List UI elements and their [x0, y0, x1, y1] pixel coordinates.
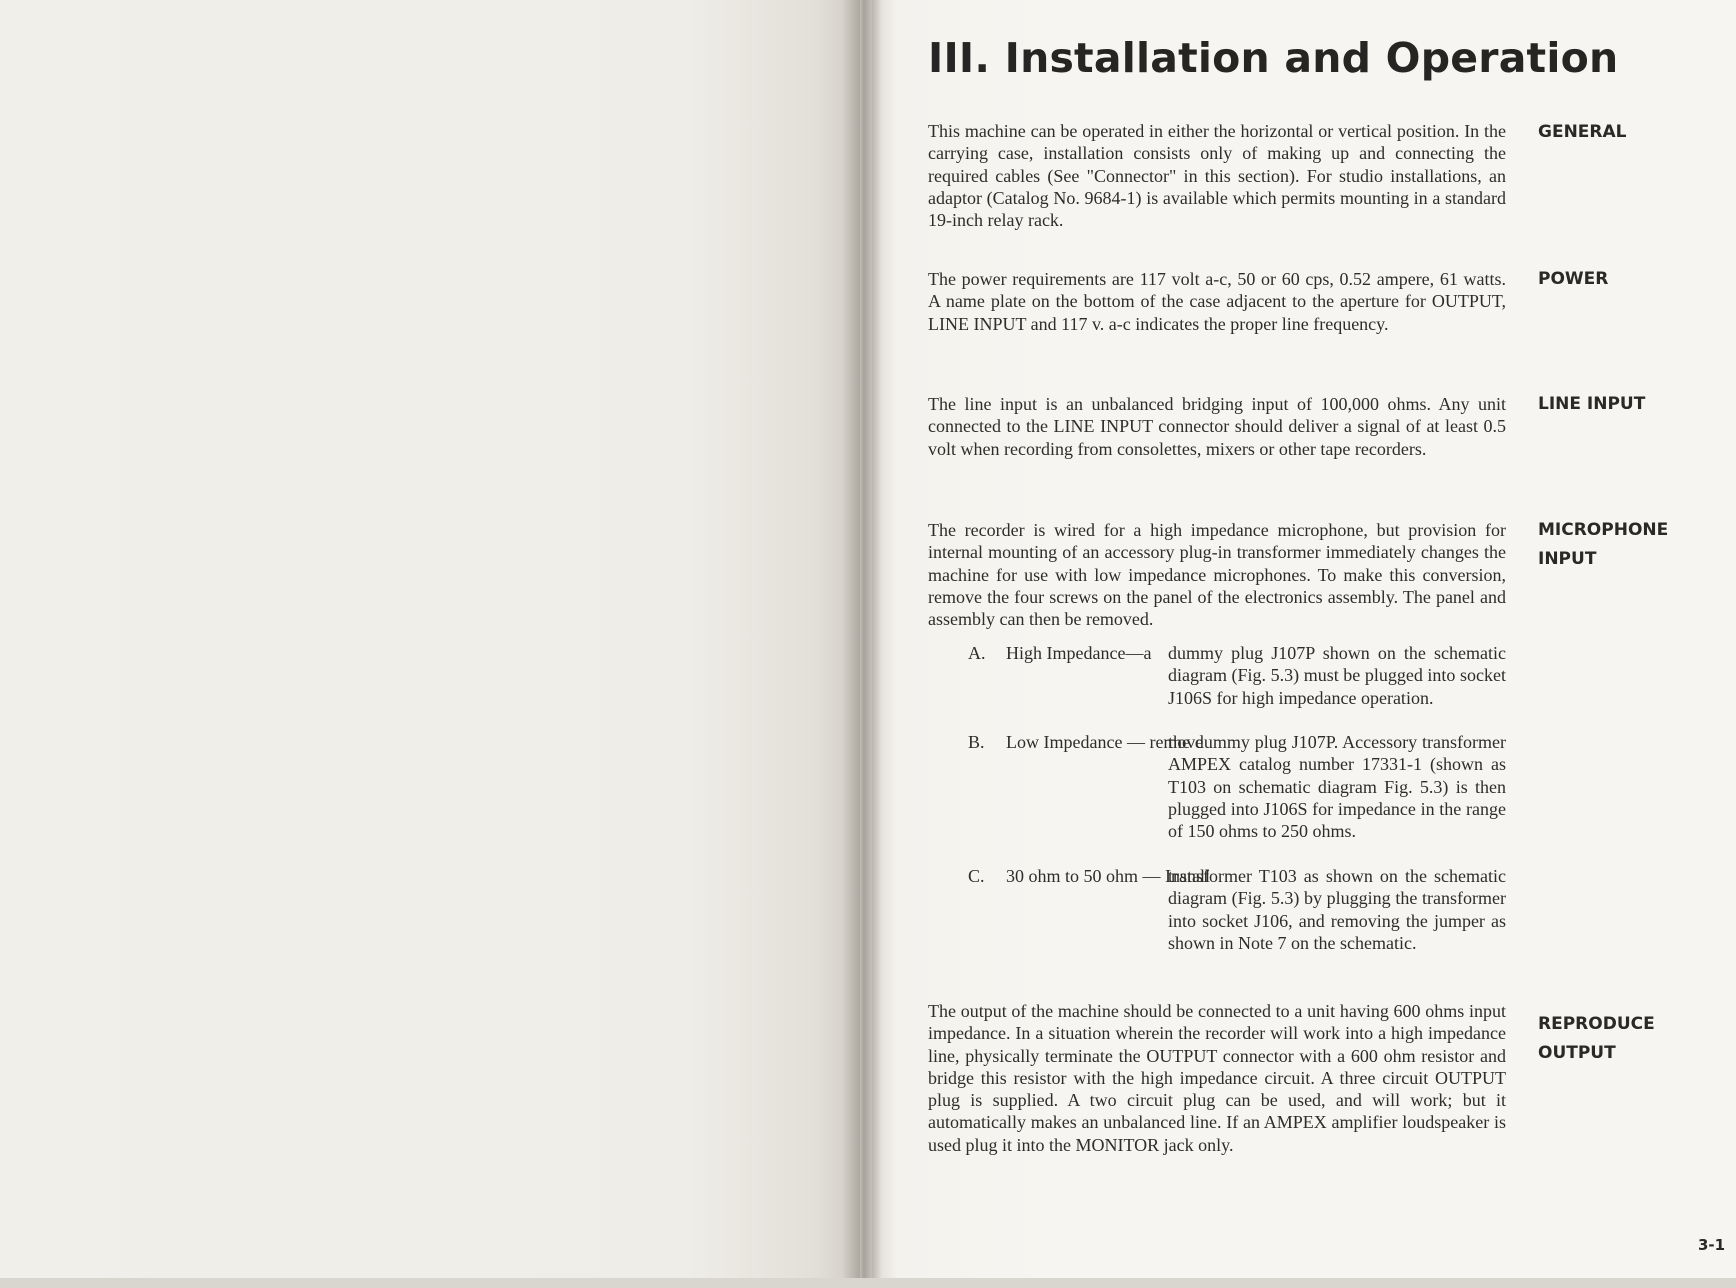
- side-heading-line: MICROPHONE: [1538, 520, 1669, 540]
- list-item-letter: B.: [968, 732, 985, 752]
- list-item-body: [1168, 865, 1506, 954]
- line-input-side-heading: [1538, 390, 1645, 419]
- list-item-body: [1168, 731, 1506, 842]
- reproduce-output-paragraph: The output of the machine should be connected to a unit having 600 ohms input impedance. In a situation wherein the recorder will work into a high impedance line, physically terminate the OUTPUT connector with a 600 ohm resistor and bridge this resistor with the high impedance circuit. A three circuit OUTPUT plug is supplied. A two circuit plug can be used, and will work; but it automatically makes an unbalanced line. If an AMPEX amplifier loudspeaker is used plug it into the MONITOR jack only.: [928, 1001, 1506, 1155]
- list-item-head: 30 ohm to 50 ohm — Install: [1006, 866, 1210, 886]
- list-item-body-text: dummy plug J107P shown on the schematic diagram (Fig. 5.3) must be plugged into socket J106S for high impedance operation.: [1168, 643, 1506, 708]
- list-item-a: [928, 642, 1506, 709]
- side-heading-line: REPRODUCE: [1538, 1014, 1655, 1034]
- list-item-body-text: the dummy plug J107P. Accessory transformer AMPEX catalog number 17331-1 (shown as T103 on schematic diagram Fig. 5.3) is then plugged into J106S for impedance in the range of 150 ohms to 250 ohms.: [1168, 732, 1506, 842]
- reproduce-output-side-heading: [1538, 1010, 1655, 1068]
- line-input-paragraph: The line input is an unbalanced bridging input of 100,000 ohms. Any unit connected to the LINE INPUT connector should deliver a signal of at least 0.5 volt when recording from consolettes, mixers or other tape recorders.: [928, 394, 1506, 459]
- list-item-b: [928, 731, 1506, 842]
- list-item-c: [928, 865, 1506, 954]
- power-side-heading: [1538, 265, 1608, 294]
- general-paragraph: This machine can be operated in either the horizontal or vertical position. In the carrying case, installation consists only of making up and connecting the required cables (See "Connector" in this section). For studio installations, an adaptor (Catalog No. 9684-1) is available which permits mounting in a standard 19-inch relay rack.: [928, 121, 1506, 231]
- page-number: 3-1: [1698, 1236, 1726, 1254]
- side-heading-line: OUTPUT: [1538, 1043, 1616, 1063]
- list-item-head: Low Impedance — remove: [1006, 732, 1204, 752]
- list-item-letter: C.: [968, 866, 985, 886]
- page-bottom-edge: [0, 1278, 1736, 1288]
- left-blank-page: [0, 0, 860, 1288]
- side-heading-line: INPUT: [1538, 549, 1597, 569]
- side-heading-line: GENERAL: [1538, 122, 1627, 142]
- side-heading-line: POWER: [1538, 269, 1609, 289]
- side-heading-line: LINE INPUT: [1538, 394, 1646, 414]
- general-side-heading: [1538, 118, 1627, 147]
- microphone-input-side-heading: [1538, 516, 1668, 574]
- list-item-body: [1168, 642, 1506, 709]
- list-item-letter: A.: [968, 643, 986, 663]
- chapter-title: III. Installation and Operation: [928, 34, 1619, 82]
- book-gutter: [842, 0, 882, 1288]
- microphone-input-paragraph: The recorder is wired for a high impedance microphone, but provision for internal mounting of an accessory plug-in transformer immediately changes the machine for use with low impedance microphones. To make this conversion, remove the four screws on the panel of the electronics assembly. The panel and assembly can then be removed.: [928, 520, 1506, 630]
- list-item-head: High Impedance—a: [1006, 643, 1152, 663]
- power-paragraph: The power requirements are 117 volt a-c, 50 or 60 cps, 0.52 ampere, 61 watts. A name plate on the bottom of the case adjacent to the aperture for OUTPUT, LINE INPUT and 117 v. a-c indicates the proper line frequency.: [928, 269, 1506, 334]
- list-item-body-text: transformer T103 as shown on the schematic diagram (Fig. 5.3) by plugging the transformer into socket J106, and removing the jumper as shown in Note 7 on the schematic.: [1168, 866, 1506, 953]
